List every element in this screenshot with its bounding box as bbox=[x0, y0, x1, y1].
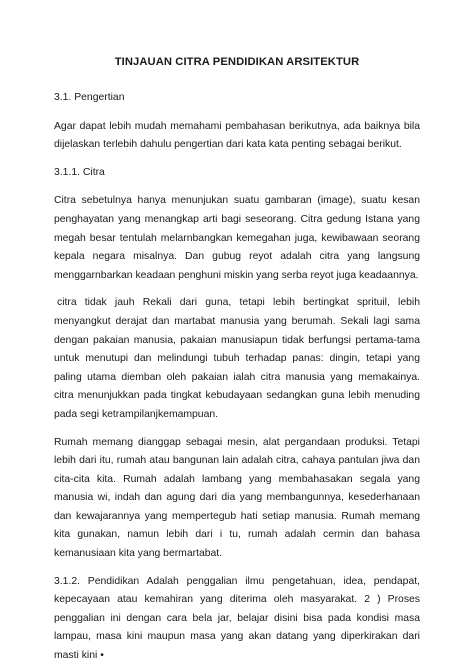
citra-paragraph-3: Rumah memang dianggap sebagai mesin, alat pergandaan produksi. Tetapi lebih dari itu, rumah atau bangunan lain adalah citra, cahaya pantulan jiwa dan cita-cita kita. Rumah adalah lambang yang membahasakan segala yang manusia wi, indah dan agung dari dia yang membangunnya, kesederhanaan dan kewajarannya yang mempertegub hati setiap manusia. Rumah memang kita gunakan, namun lebih dari i tu, rumah adalah cermin dan bahasa kemanusiaan kita yang bermartabat. bbox=[54, 436, 420, 560]
section-heading-3-1: 3.1. Pengertian bbox=[54, 92, 125, 103]
page-title: TINJAUAN CITRA PENDIDIKAN ARSITEKTUR bbox=[114, 56, 360, 68]
section-3-1-2-paragraph: 3.1.2. Pendidikan Adalah penggalian ilmu pengetahuan, idea, pendapat, kepecayaan atau kemahiran yang diterima oleh masyarakat. 2 ) Proses penggalian ini dengan cara bela jar, belajar disini bisa pada kondisi masa lampau, masa kini maupun masa yang akan datang yang diperkirakan dari masti kini • bbox=[54, 575, 420, 662]
section-heading-3-1-1: 3.1.1. Citra bbox=[54, 166, 105, 178]
citra-paragraph-2: citra tidak jauh Rekali dari guna, tetapi lebih bertingkat sprituil, lebih menyangkut derajat dan martabat manusia yang berumah. Sekali lagi sama dengan pakaian manusia, pakaian manusiapun tidak berfungsi pertama-tama untuk menutupi dan melindungi tubuh terhadap panas: dingin, tetapi yang paling utama diemban oleh pakaian ialah citra manusia yang memakainya. citra menunjukkan pada tingkat kebudayaan sedangkan guna lebih menuding pada segi ketrampilanjkemampuan. bbox=[54, 297, 420, 420]
intro-paragraph: Agar dapat lebih mudah memahami pembahasan berikutnya, ada baiknya bila dijelaskan terlebih dahulu pengertian dari kata kata penting sebagai berikut. bbox=[54, 120, 420, 151]
citra-paragraph-1: Citra sebetulnya hanya menunjukan suatu gambaran (image), suatu kesan penghayatan yang menangkap arti bagi seseorang. Citra gedung Istana yang megah besar tentulah melarnbangkan kemegahan juga, kewibawaan seorang kepala negara misalnya. Dan gubug reyot adalah citra yang langsung menggarnbarkan keadaan penghuni miskin yang serba reyot juga keadaannya. bbox=[54, 195, 420, 281]
document-body bbox=[54, 89, 420, 666]
